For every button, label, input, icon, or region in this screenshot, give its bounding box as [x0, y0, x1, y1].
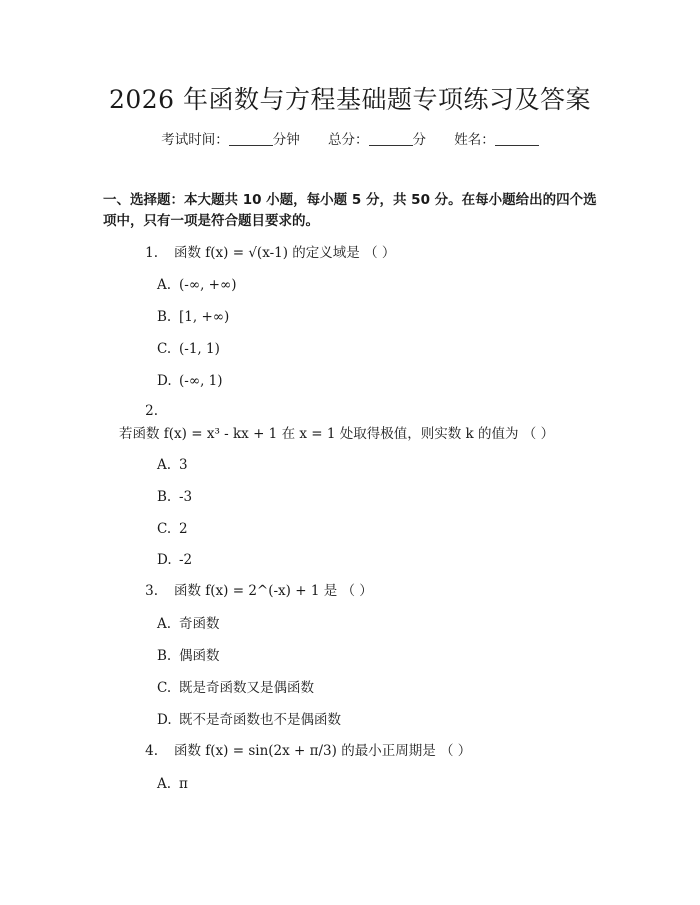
option-1b — [157, 307, 229, 327]
option-letter: D. — [157, 552, 172, 568]
option-3a — [157, 614, 220, 634]
option-letter: C. — [157, 341, 172, 357]
option-1c — [157, 339, 220, 359]
total-score-unit: 分 — [412, 132, 426, 148]
total-score-blank — [369, 131, 413, 146]
question-3 — [103, 580, 603, 603]
option-text: 既是奇函数又是偶函数 — [179, 680, 314, 696]
option-text: -3 — [179, 489, 193, 505]
exam-time-label: 考试时间： — [161, 132, 229, 148]
option-1d — [157, 371, 223, 391]
exam-time-unit: 分钟 — [272, 132, 300, 148]
option-letter: D. — [157, 712, 172, 728]
option-text: 2 — [179, 521, 188, 537]
question-number: 3. — [145, 583, 158, 599]
question-stem: 函数 f(x) = sin(2x + π/3) 的最小正周期是 （ ） — [174, 743, 472, 759]
option-letter: D. — [157, 373, 172, 389]
exam-time-field — [161, 130, 300, 150]
page-title: 2026 年函数与方程基础题专项练习及答案 — [108, 85, 592, 114]
question-number: 2. — [145, 403, 158, 419]
exam-meta-line — [0, 130, 700, 150]
option-2c — [157, 519, 188, 539]
student-name-field — [454, 130, 539, 150]
option-text: 奇函数 — [179, 616, 220, 632]
option-4a — [157, 774, 188, 794]
total-score-label: 总分： — [328, 132, 369, 148]
section-heading: 一、选择题：本大题共 10 小题，每小题 5 分，共 50 分。在每小题给出的四个选项中，只有一项是符合题目要求的。 — [103, 192, 597, 229]
option-text: 3 — [179, 457, 188, 473]
option-text: [1, +∞) — [179, 309, 230, 325]
option-text: (-∞, 1) — [179, 373, 223, 389]
option-text: 既不是奇函数也不是偶函数 — [179, 712, 341, 728]
option-2d — [157, 550, 192, 570]
option-letter: A. — [157, 277, 172, 293]
question-number: 4. — [145, 743, 158, 759]
option-letter: A. — [157, 457, 172, 473]
option-letter: B. — [157, 489, 172, 505]
option-letter: A. — [157, 776, 172, 792]
question-number: 1. — [145, 245, 158, 261]
option-1a — [157, 275, 236, 295]
option-2b — [157, 487, 192, 507]
option-letter: B. — [157, 309, 172, 325]
question-stem: 函数 f(x) = 2^(-x) + 1 是 （ ） — [174, 583, 373, 599]
option-3b — [157, 646, 220, 666]
question-1 — [103, 242, 603, 265]
question-stem: 若函数 f(x) = x³ - kx + 1 在 x = 1 处取得极值，则实数 k 的值为 （ ） — [119, 426, 555, 442]
exam-time-blank — [229, 131, 273, 146]
option-text: (-1, 1) — [179, 341, 220, 357]
student-name-label: 姓名： — [454, 132, 495, 148]
student-name-blank — [495, 131, 539, 146]
total-score-field — [328, 130, 426, 150]
question-stem: 函数 f(x) = √(x-1) 的定义域是 （ ） — [174, 245, 396, 261]
option-3d — [157, 710, 341, 730]
option-letter: A. — [157, 616, 172, 632]
option-3c — [157, 678, 314, 698]
option-text: -2 — [179, 552, 193, 568]
question-2 — [103, 400, 603, 446]
option-letter: C. — [157, 680, 172, 696]
option-text: π — [179, 776, 188, 792]
option-2a — [157, 455, 188, 475]
option-text: (-∞, +∞) — [179, 277, 237, 293]
option-letter: C. — [157, 521, 172, 537]
option-letter: B. — [157, 648, 172, 664]
option-text: 偶函数 — [179, 648, 220, 664]
question-4 — [103, 740, 603, 763]
